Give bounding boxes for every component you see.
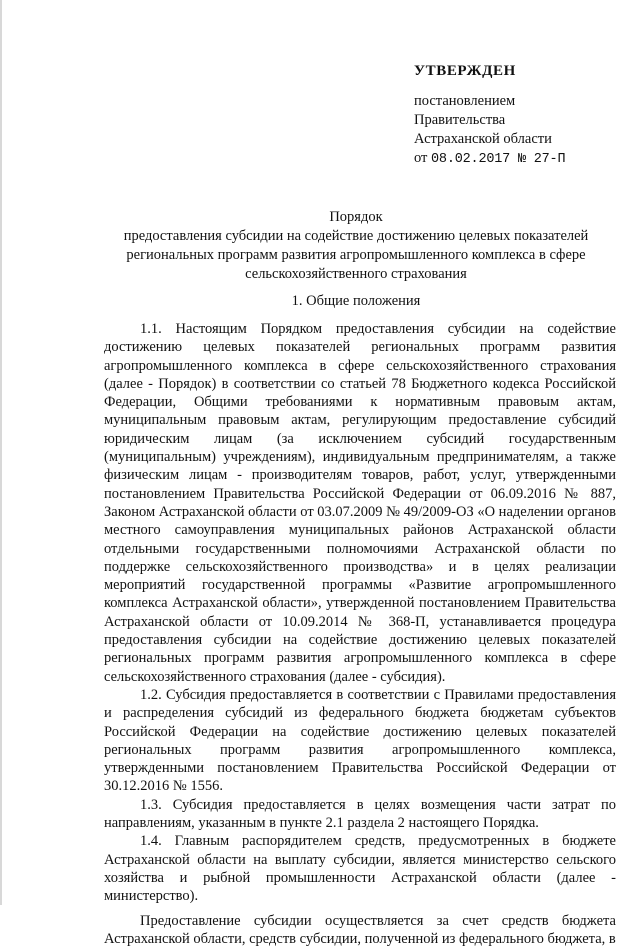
document-title-block [96, 208, 616, 284]
approval-date-line [414, 149, 624, 169]
approval-date-number: 08.02.2017 № 27-П [431, 152, 565, 167]
approval-line-3: Астраханской области [414, 130, 624, 149]
approval-date-prefix: от [414, 150, 427, 166]
section-title: 1. Общие положения [96, 292, 616, 311]
paragraph-1-4: 1.4. Главным распорядителем средств, предусмотренных в бюджете Астраханской области на выплату субсидии, является министерство сельского хозяйства и рыбной промышленности Астраханской области (далее - министерство). [104, 832, 616, 905]
document-body [104, 320, 616, 948]
paragraph-funding: Предоставление субсидии осуществляется за счет средств бюджета Астраханской области, средств субсидии, полученной из федерального бюджета, в [104, 912, 616, 948]
approval-heading: УТВЕРЖДЕН [414, 62, 624, 81]
document-title: Порядок [96, 208, 616, 227]
approval-line-1: постановлением [414, 92, 624, 111]
document-subtitle: предоставления субсидии на содействие достижению целевых показателей региональных программ развития агропромышленного комплекса в сфере сельскохозяйственного страхования [96, 227, 616, 284]
paragraph-1-3: 1.3. Субсидия предоставляется в целях возмещения части затрат по направлениям, указанным в пункте 2.1 раздела 2 настоящего Порядка. [104, 796, 616, 833]
scan-edge [0, 0, 2, 905]
paragraph-1-2: 1.2. Субсидия предоставляется в соответствии с Правилами предоставления и распределения субсидий из федерального бюджета бюджетам субъектов Российской Федерации на содействие достижению целевых показателей региональных программ развития агропромышленного комплекса, утвержденными постановлением Правительства Российской Федерации от 30.12.2016 № 1556. [104, 686, 616, 796]
approval-line-2: Правительства [414, 111, 624, 130]
approval-stamp-block [414, 62, 624, 169]
paragraph-1-1: 1.1. Настоящим Порядком предоставления субсидии на содействие достижению целевых показателей региональных программ развития агропромышленного комплекса в сфере сельскохозяйственного страхования (далее - Порядок) в соответствии со статьей 78 Бюджетного кодекса Российской Федерации, Общими требованиями к нормативным правовым актам, муниципальным правовым актам, регулирующим предоставление субсидий юридическим лицам (за исключением субсидий государственным (муниципальным) учреждениям), индивидуальным предпринимателям, а также физическим лицам - производителям товаров, работ, услуг, утвержденными постановлением Правительства Российской Федерации от 06.09.2016 № 887, Законом Астраханской области от 03.07.2009 № 49/2009-ОЗ «О наделении органов местного самоуправления муниципальных районов Астраханской области отдельными государственными полномочиями Астраханской области по поддержке сельскохозяйственного производства» и в целях реализации мероприятий государственной программы «Развитие агропромышленного комплекса Астраханской области», утвержденной постановлением Правительства Астраханской области от 10.09.2014 № 368-П, устанавливается процедура предоставления субсидии на содействие достижению целевых показателей региональных программ развития агропромышленного комплекса в сфере сельскохозяйственного страхования (далее - субсидия). [104, 320, 616, 686]
